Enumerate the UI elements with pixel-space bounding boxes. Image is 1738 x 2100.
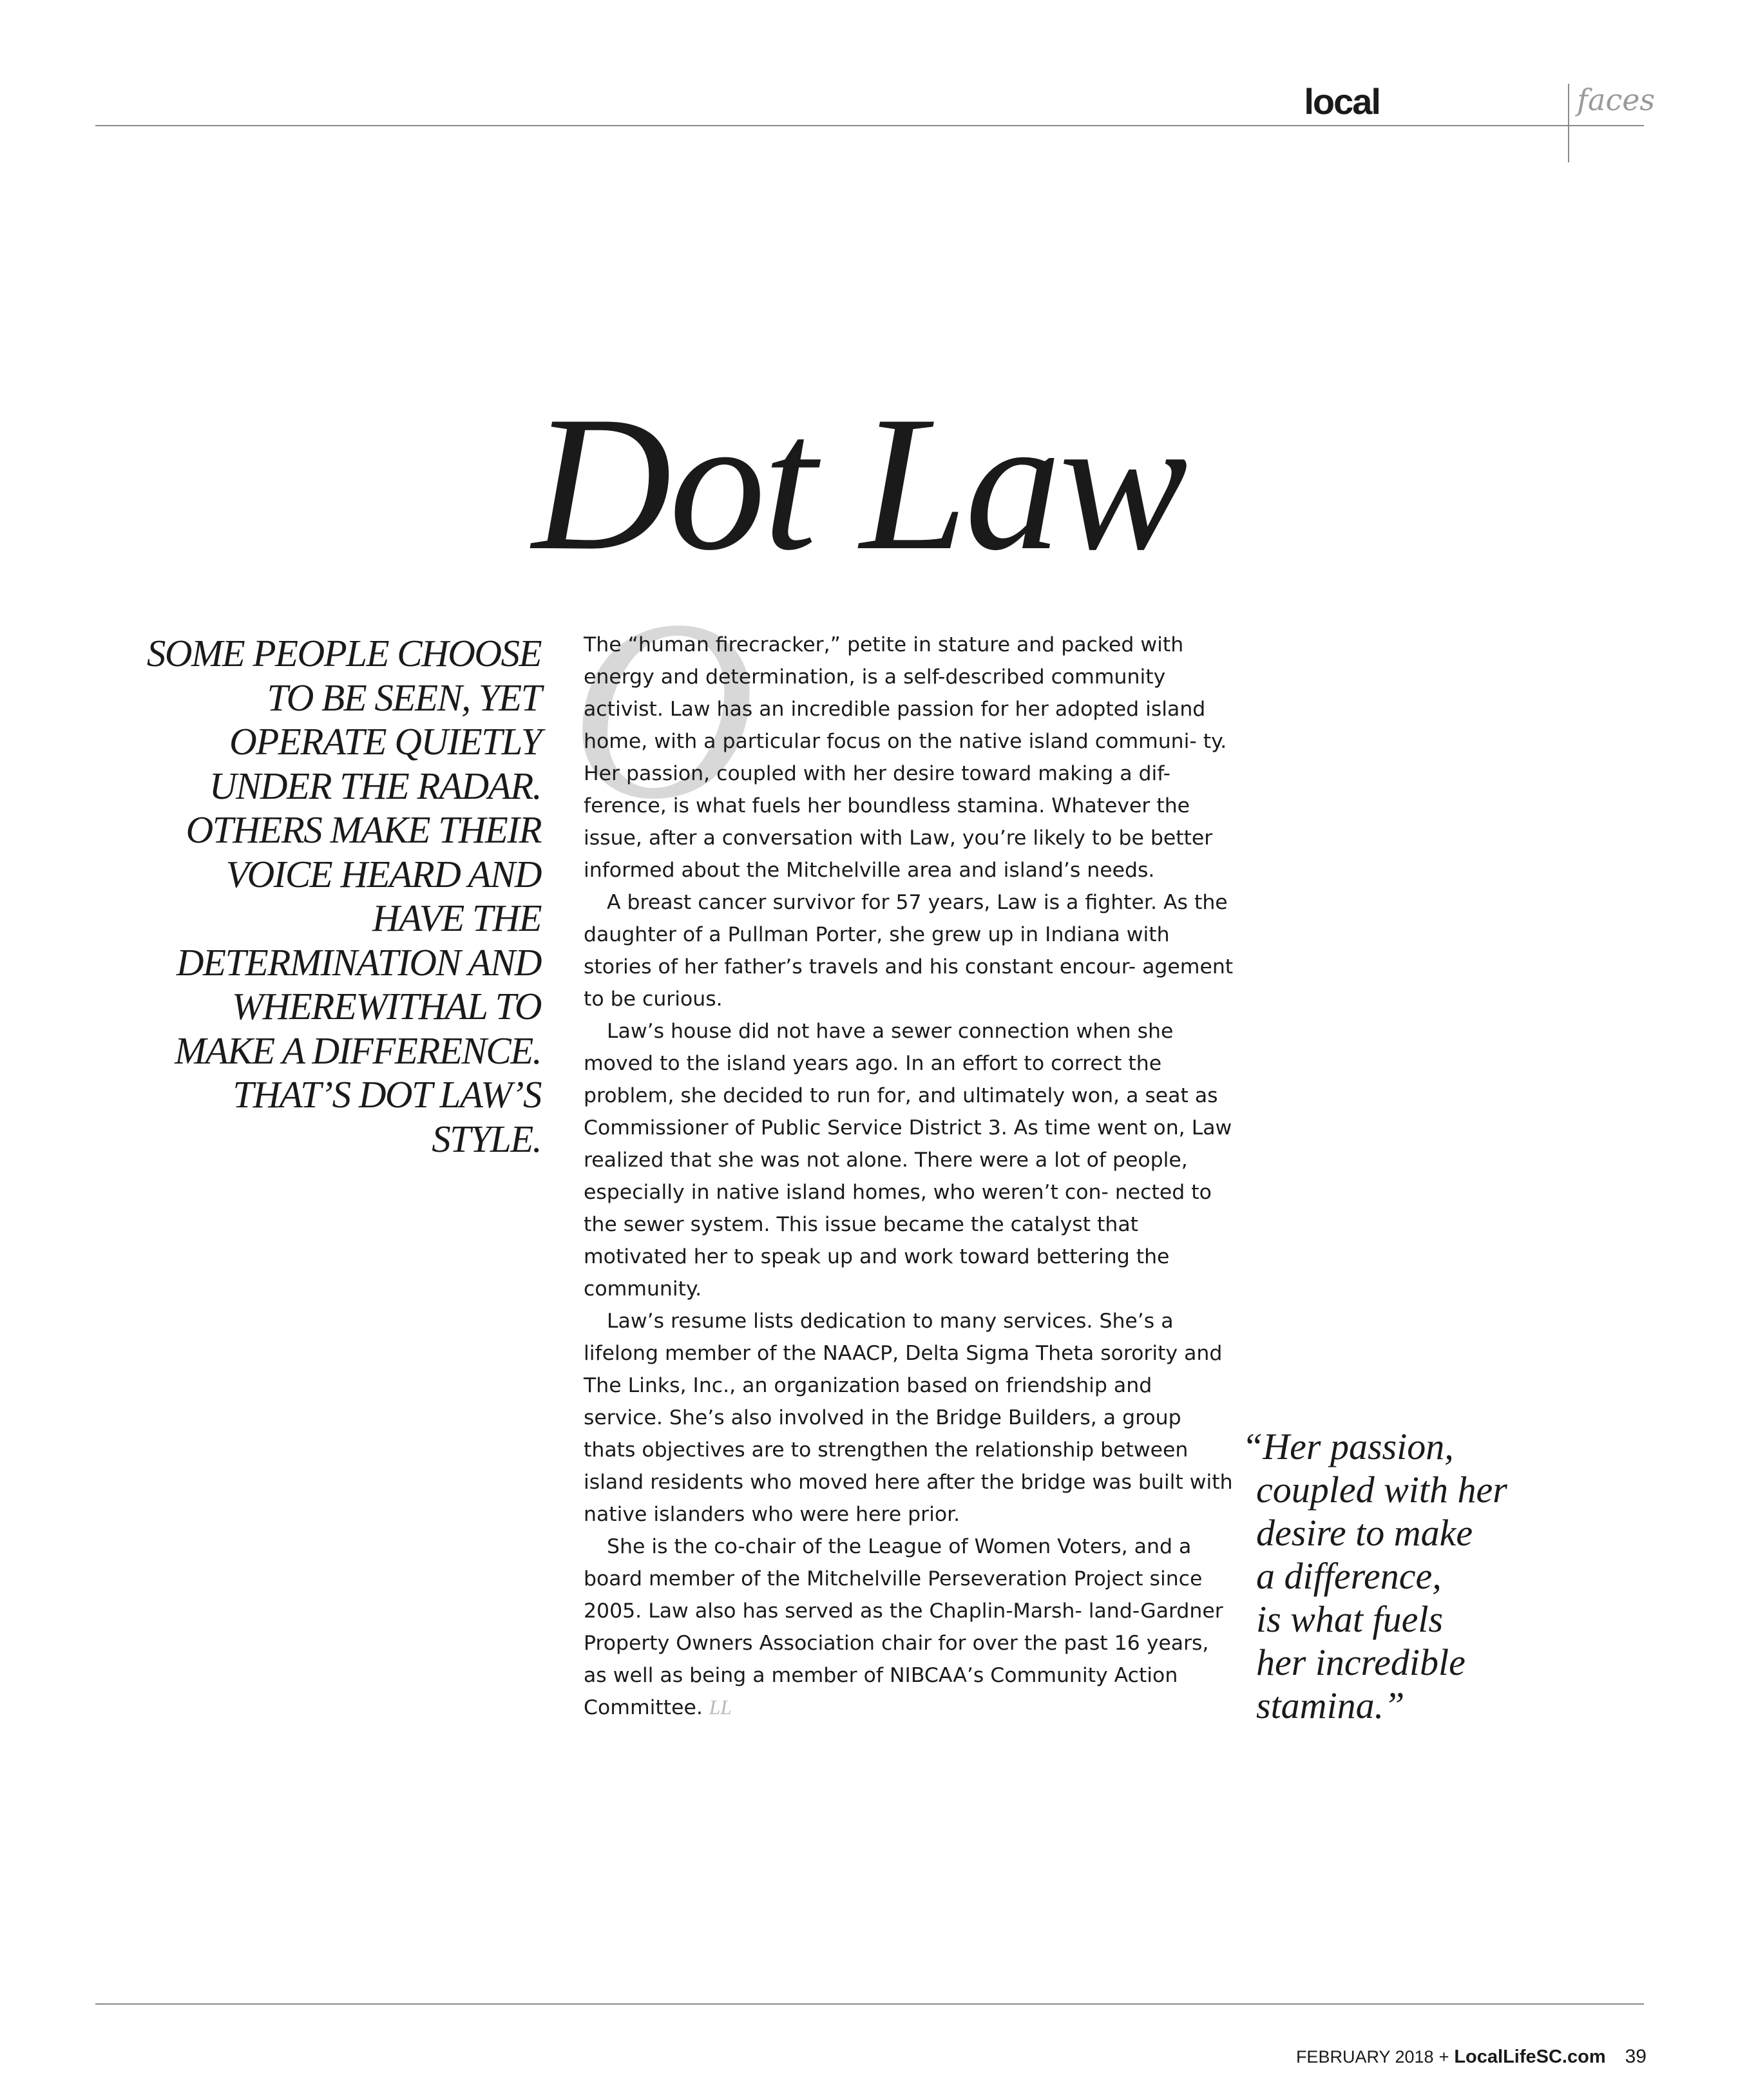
footer-rule	[95, 2003, 1644, 2005]
pull-quote-line: coupled with her	[1256, 1469, 1507, 1511]
pull-quote-line: stamina.”	[1256, 1685, 1405, 1726]
author-signature: LL	[709, 1696, 732, 1719]
section-name: local	[1304, 81, 1380, 122]
website-link[interactable]: LocalLifeSC.com	[1454, 2047, 1606, 2067]
article-deck: SOME PEOPLE CHOOSE TO BE SEEN, YET OPERATE QUIETLY UNDER THE RADAR. OTHERS MAKE THEIR VOICE HEARD AND HAVE THE DETERMINATION AND WHEREWITHAL TO MAKE A DIFFERENCE. THAT’S DOT LAW’S STYLE.	[146, 632, 541, 1160]
pull-quote	[1242, 1425, 1603, 1727]
pull-quote-line: a difference,	[1256, 1555, 1442, 1597]
pull-quote-line: her incredible	[1256, 1641, 1466, 1683]
body-paragraph-5-text: She is the co-chair of the League of Women Voters, and a board member of the Mitchelville Perseveration Project since 2005. Law also has served as the Chaplin-Marsh- land-Gardner Property Owners Association chair for over the past 16 years, as well as being a member of NIBCAA’s Community Action Committee.	[584, 1535, 1223, 1719]
header-rule	[95, 125, 1644, 126]
article-title: Dot Law	[532, 376, 1185, 590]
page-number: 39	[1625, 2046, 1647, 2067]
footer-separator: +	[1438, 2047, 1449, 2067]
pull-quote-line: desire to make	[1256, 1512, 1473, 1554]
pull-quote-line: “Her passion,	[1242, 1426, 1454, 1467]
article-body	[584, 629, 1234, 1724]
issue-date: FEBRUARY 2018	[1295, 2047, 1434, 2067]
body-paragraph-3: Law’s house did not have a sewer connection when she moved to the island years ago. In an effort to correct the problem, she decided to run for, and ultimately won, a seat as Commissioner of Public Service District 3. As time went on, Law realized that she was not alone. There were a lot of people, especially in native island homes, who weren’t con- nected to the sewer system. This issue became the catalyst that motivated her to speak up and work toward bettering the community.	[584, 1020, 1232, 1301]
body-paragraph-2: A breast cancer survivor for 57 years, Law is a fighter. As the daughter of a Pullman Porter, she grew up in Indiana with stories of her father’s travels and his constant encour- agement to be curious.	[584, 891, 1234, 1011]
drop-cap: O	[569, 567, 756, 852]
pull-quote-line: is what fuels	[1256, 1598, 1444, 1640]
body-paragraph-5	[584, 1531, 1234, 1724]
body-paragraph-4: Law’s resume lists dedication to many services. She’s a lifelong member of the NAACP, Delta Sigma Theta sorority and The Links, Inc., an organization based on friendship and service. She’s also involved in the Bridge Builders, a group thats objectives are to strengthen the relationship between island residents who moved here after the bridge was built with native islanders who were here prior.	[584, 1310, 1233, 1526]
section-divider	[1568, 84, 1569, 162]
section-subname: faces	[1577, 82, 1656, 117]
body-paragraph-1: The “human firecracker,” petite in stature and packed with energy and determination, is a self-described community activist. Law has an incredible passion for her adopted island home, with a particular focus on the native island communi- ty. Her passion, coupled with her desire toward making a dif- ference, is what fuels her boundless stamina. Whatever the issue, after a conversation with Law, you’re likely to be better informed about the Mitchelville area and island’s needs.	[584, 633, 1227, 882]
page-footer	[1296, 2046, 1647, 2068]
